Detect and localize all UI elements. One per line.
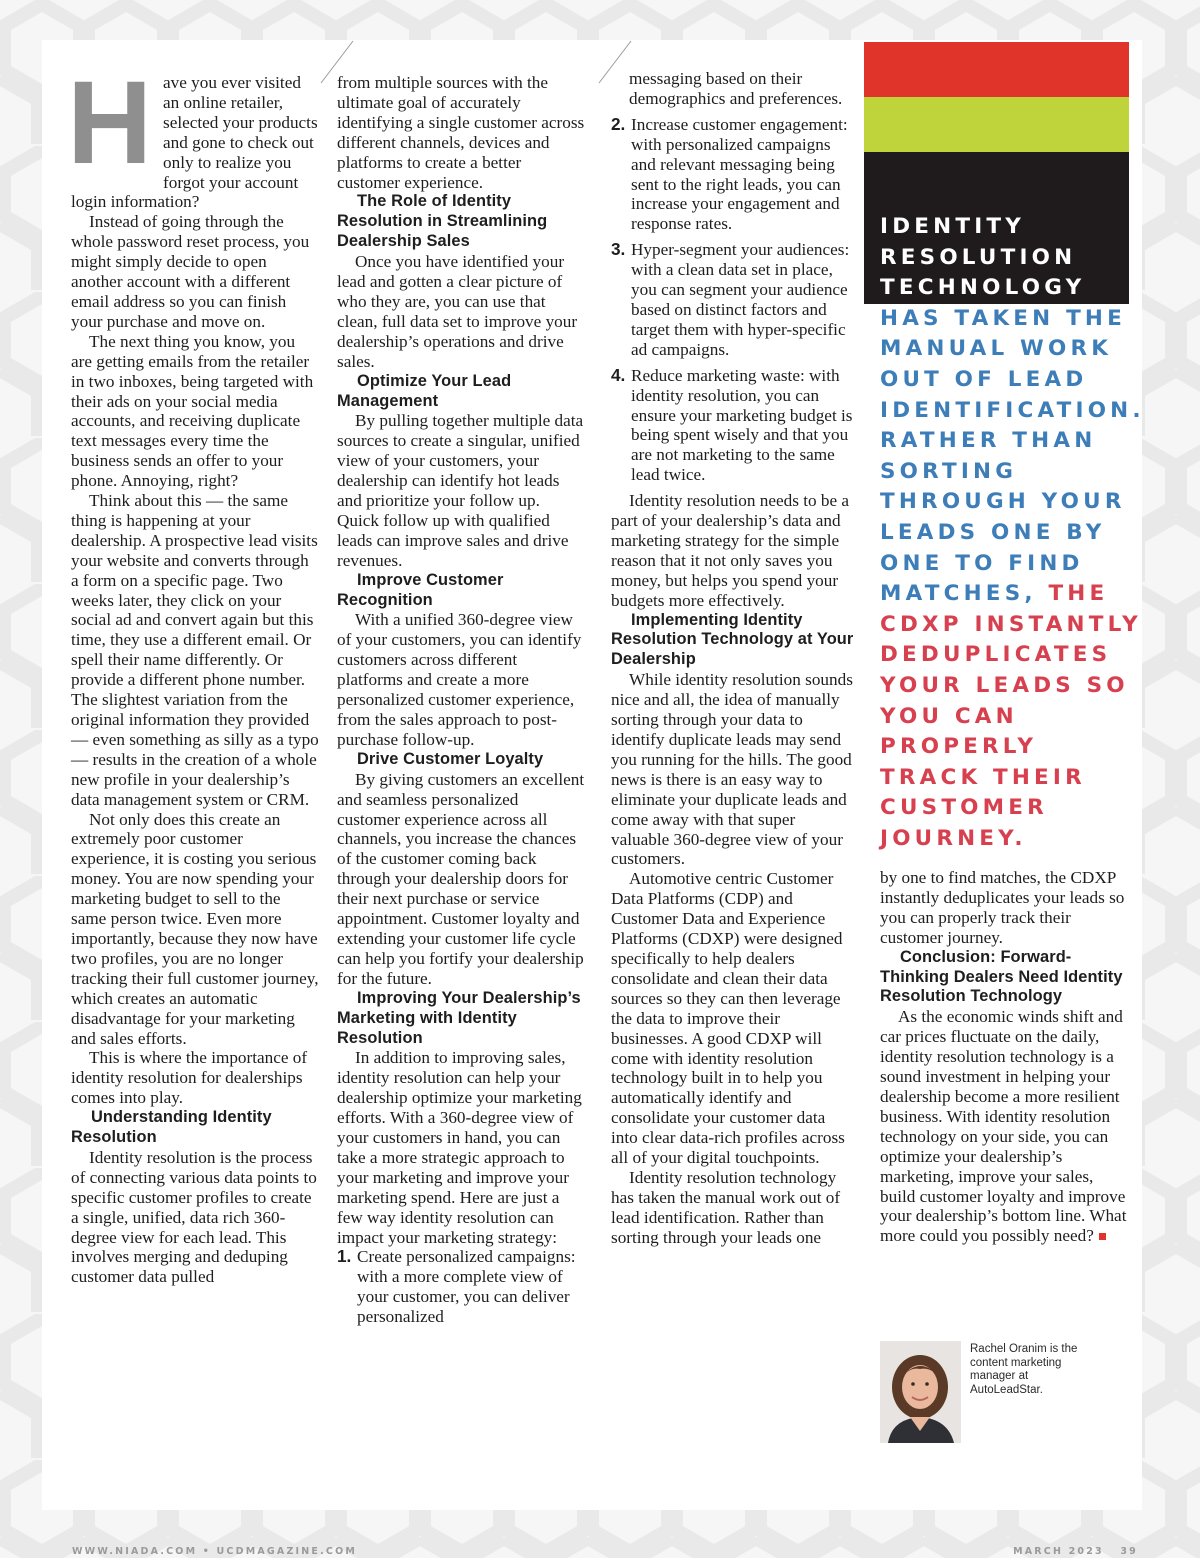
list-item-text: Hyper-segment your audiences: with a clean data set in place, you can segment your audience based on distinct factors and target them with hyper-specific ad campaigns. — [631, 240, 850, 359]
body-paragraph: In addition to improving sales, identity resolution can help your dealership optimize your marketing efforts. With a 360-degree view of your customers in hand, you can take a more strategic approach to your marketing and improve your marketing spend. Here are just a few way identity resolution can impact your marketing strategy: — [337, 1048, 582, 1247]
drop-cap: H — [67, 57, 153, 189]
section-heading: Improving Your Dealership’s Marketing with Identity Resolution — [337, 988, 581, 1047]
end-mark-icon — [1099, 1233, 1106, 1240]
section-heading: Implementing Identity Resolution Technology at Your Dealership — [611, 610, 854, 669]
section-heading: Understanding Identity Resolution — [71, 1108, 272, 1147]
section-heading: Drive Customer Loyalty — [357, 749, 544, 768]
list-item — [337, 1247, 585, 1327]
list-number: 3. — [611, 239, 626, 260]
pull-quote-red-text: THE CDXP INSTANTLY DEDUPLICATES YOUR LEADS SO YOU CAN PROPERLY TRACK THEIR CUSTOMER JOURNEY. — [880, 581, 1142, 851]
body-paragraph: This is where the importance of identity resolution for dealerships comes into play. — [71, 1048, 308, 1108]
body-paragraph: Automotive centric Customer Data Platforms (CDP) and Customer Data and Experience Platforms (CDXP) were designed specifically to help dealers consolidate and clean their data sources so they can then leverage the data to improve their businesses. A good CDXP will come with identity resolution technology built in to help you automatically identify and consolidate your customer data into clear data-rich profiles across all of your digital touchpoints. — [611, 869, 845, 1168]
list-item-text: messaging based on their demographics and preferences. — [629, 69, 843, 108]
list-item — [611, 69, 855, 109]
author-bio: Rachel Oranim is the content marketing manager at AutoLeadStar. — [970, 1343, 1078, 1396]
section-heading: The Role of Identity Resolution in Streamlining Dealership Sales — [337, 192, 548, 251]
body-paragraph: The next thing you know, you are getting emails from the retailer in two inboxes, being targeted with their ads on your social media accounts, and receiving duplicate text messages every time the business sends an offer to your phone. Annoying, right? — [71, 331, 314, 491]
list-item — [611, 240, 855, 359]
body-paragraph: While identity resolution sounds nice and all, the idea of manually sorting through your data to identify duplicate leads may send you running for the hills. The good news is there is an easy way to eliminate your duplicate leads and come away with that super valuable 360-degree view of your customers. — [611, 670, 853, 869]
list-item-text: Reduce marketing waste: with identity resolution, you can ensure your marketing budget is being spent wisely and that you are not marketing to the same lead twice. — [631, 365, 853, 485]
body-paragraph: by one to find matches, the CDXP instantly deduplicates your leads so you can properly track their customer journey. — [880, 868, 1125, 947]
list-item-text: Increase customer engagement: with personalized campaigns and relevant messaging being sent to the right leads, you can increase your engagement and response rates. — [631, 114, 848, 234]
pull-quote-white-text: IDENTITY RESOLUTION TECHNOLOGY — [880, 214, 1086, 301]
article-column-3 — [611, 69, 855, 1248]
red-color-bar — [864, 42, 1129, 97]
body-paragraph: Think about this — the same thing is happening at your dealership. A prospective lead visits your website and converts through a form on a specific page. Two weeks later, they click on your social ad and convert again but this time, they use a different email. Or spell their name differently. Or provide a different phone number. The slightest variation from the original information they provided — even something as silly as a typo — results in the creation of a whole new profile in your dealership’s data management system or CRM. — [71, 491, 319, 809]
list-item — [611, 115, 855, 234]
body-paragraph: ave you ever visited an online retailer, selected your products and gone to check out only to realize you forgot your account login information? — [71, 73, 318, 212]
numbered-list — [611, 69, 855, 485]
green-color-bar — [864, 97, 1129, 152]
list-number: 2. — [611, 113, 626, 134]
body-paragraph: Identity resolution is the process of connecting various data points to specific customer profiles to create a single, unified, data rich 360-degree view for each lead. This involves merging and deduping customer data pulled — [71, 1147, 317, 1287]
author-photo — [880, 1341, 961, 1443]
article-column-4 — [880, 868, 1130, 1246]
numbered-list — [337, 1247, 585, 1327]
closing-paragraph-text: As the economic winds shift and car prices fluctuate on the daily, identity resolution technology is a sound investment in helping your dealership become a more resilient business. With identity resolution technology on your side, you can optimize your dealership’s marketing, improve your sales, build customer loyalty and improve your dealership’s bottom line. What more could you possibly need? — [880, 1007, 1127, 1246]
body-paragraph: Once you have identified your lead and gotten a clear picture of who they are, you can use that clean, full data set to improve your dealership’s operations and drive sales. — [337, 252, 578, 371]
body-paragraph: Identity resolution technology has taken the manual work out of lead identification. Rather than sorting through your leads one — [611, 1167, 841, 1247]
list-item — [611, 366, 855, 485]
body-paragraph: With a unified 360-degree view of your customers, you can identify customers across different platforms and create a more personalized customer experience, from the sales approach to post-purchase follow-up. — [337, 610, 582, 749]
article-column-1 — [67, 57, 319, 1287]
body-paragraph: By pulling together multiple data sources to create a singular, unified view of your customers, your dealership can identify hot leads and prioritize your follow up. Quick follow up with qualified leads can improve sales and drive revenues. — [337, 411, 584, 570]
section-heading: Conclusion: Forward-Thinking Dealers Need Identity Resolution Technology — [880, 947, 1123, 1006]
pull-quote-blue-text: HAS TAKEN THE MANUAL WORK OUT OF LEAD IDENTIFICATION. RATHER THAN SORTING THROUGH YOUR LEADS ONE BY ONE TO FIND MATCHES, — [880, 305, 1145, 607]
body-paragraph: By giving customers an excellent and seamless personalized customer experience across all channels, you increase the chances of the customer coming back through your dealership doors for their next purchase or service appointment. Customer loyalty and extending your customer life cycle can help you fortify your dealership for the future. — [337, 769, 585, 988]
body-paragraph: Instead of going through the whole password reset process, you might simply decide to open another account with a different email address so you can finish your purchase and move on. — [71, 212, 310, 331]
body-paragraph: Identity resolution needs to be a part of your dealership’s data and marketing strategy for the simple reason that it not only saves you money, but helps you spend your budgets more effectively. — [611, 491, 850, 610]
body-paragraph — [880, 1007, 1130, 1246]
body-paragraph: from multiple sources with the ultimate goal of accurately identifying a single customer across different channels, devices and platforms to create a better customer experience. — [337, 73, 585, 192]
opening-paragraph — [67, 57, 319, 212]
article-column-2 — [337, 73, 585, 1333]
body-paragraph: Not only does this create an extremely poor customer experience, it is costing you serious money. You are now spending your marketing budget to sell to the same person twice. Even more importantly, because they now have two profiles, you are no longer tracking their full customer journey, which creates an automatic disadvantage for your marketing and sales efforts. — [71, 809, 319, 1048]
list-number: 4. — [611, 364, 626, 385]
footer-issue-page: MARCH 2023 39 — [1013, 1546, 1138, 1557]
section-heading: Optimize Your Lead Management — [337, 371, 512, 410]
pull-quote — [880, 212, 1150, 854]
footer-website: WWW.NIADA.COM • UCDMAGAZINE.COM — [72, 1546, 358, 1557]
list-item-text: Create personalized campaigns: with a more complete view of your customer, you can deliver personalized — [357, 1247, 576, 1327]
list-number: 1. — [337, 1246, 352, 1267]
section-heading: Improve Customer Recognition — [337, 570, 504, 609]
